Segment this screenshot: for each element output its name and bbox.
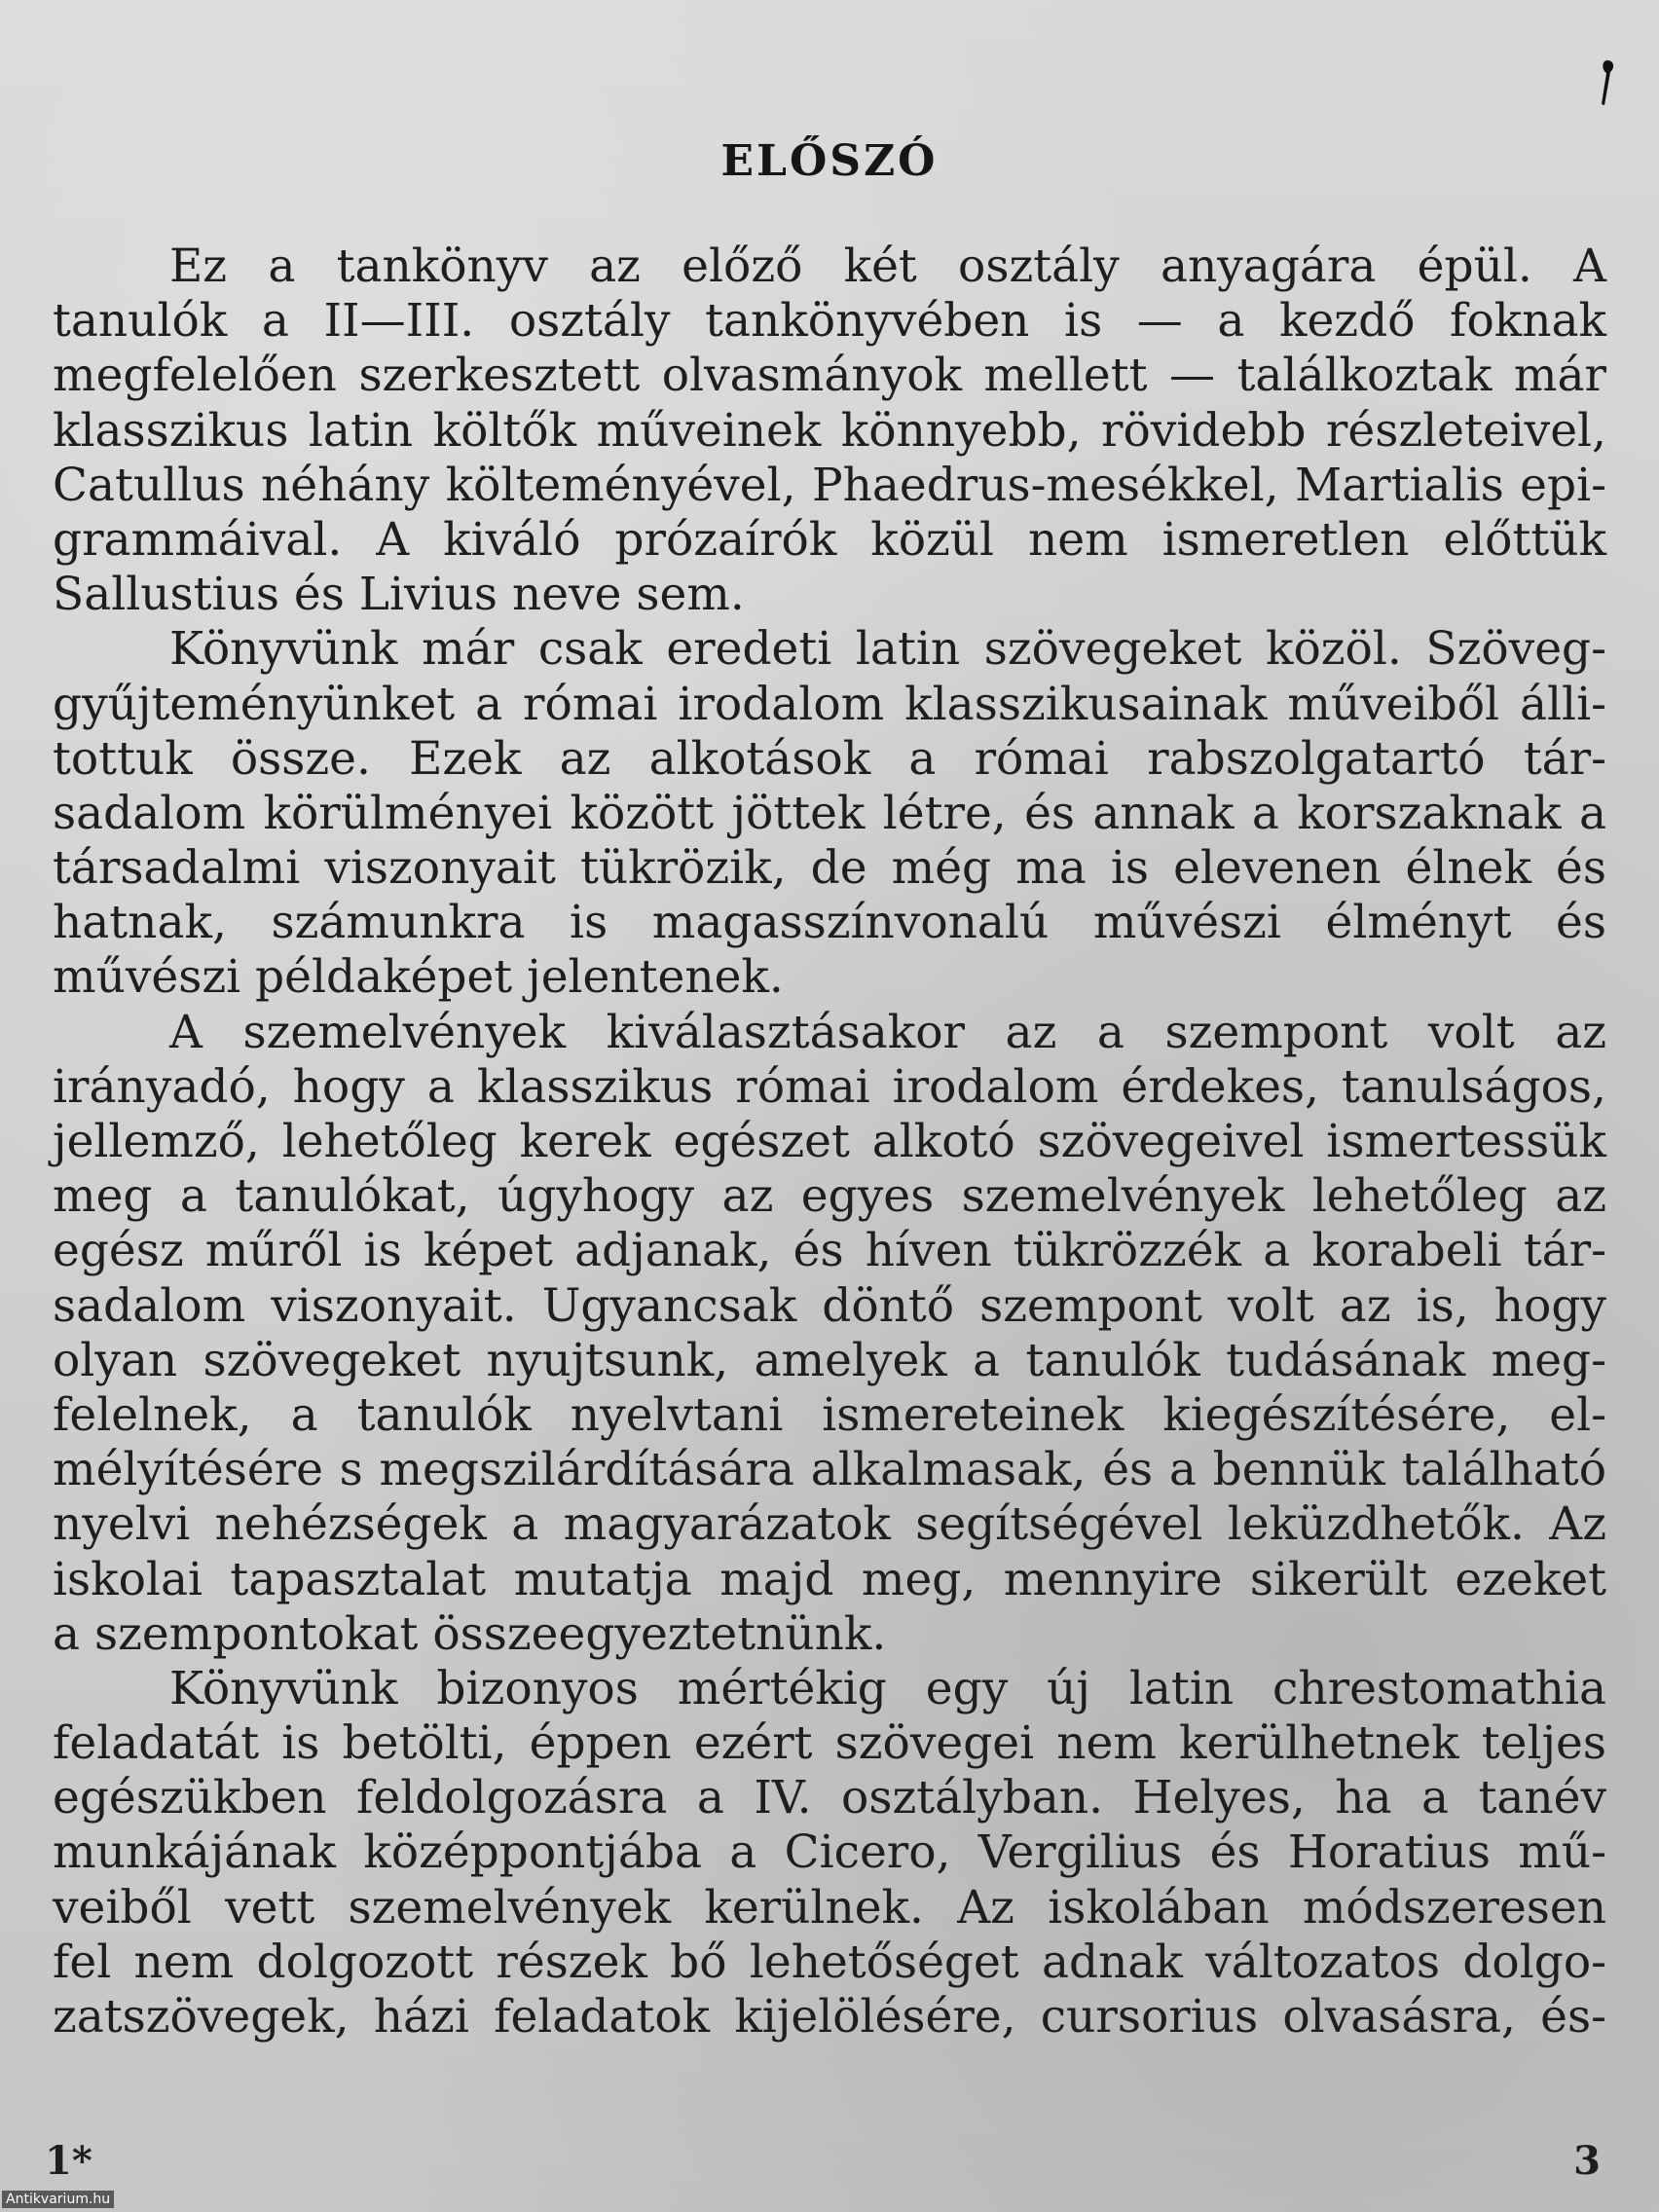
text-line: zatszövegek, házi feladatok kijelölésére, cursorius olvasásra, és- xyxy=(53,1990,1606,2044)
text-line: iskolai tapasztalat mutatja majd meg, mennyire sikerült ezeket xyxy=(53,1552,1606,1606)
page-number: 3 xyxy=(1573,2138,1601,2184)
text-line: egész műről is képet adjanak, és híven tükrözzék a korabeli tár- xyxy=(53,1224,1606,1278)
text-line: Ez a tankönyv az előző két osztály anyagára épül. A xyxy=(169,240,1606,293)
text-line: sadalom körülményei között jöttek létre, és annak a korszaknak a xyxy=(53,786,1606,840)
text-line: munkájának középpontjába a Cicero, Vergilius és Horatius mű- xyxy=(53,1825,1606,1880)
text-line: feladatát is betölti, éppen ezért szövegei nem kerülhetnek teljes xyxy=(53,1716,1606,1771)
preface-text xyxy=(53,240,1606,2045)
text-line: meg a tanulókat, úgyhogy az egyes szemelvények lehetőleg az xyxy=(53,1169,1606,1224)
text-line: A szemelvények kiválasztásakor az a szempont volt az xyxy=(169,1005,1606,1059)
text-line: olyan szövegeket nyujtsunk, amelyek a tanulók tudásának meg- xyxy=(53,1333,1606,1387)
signature-mark: 1* xyxy=(45,2138,92,2184)
text-line: Könyvünk bizonyos mértékig egy új latin chrestomathia xyxy=(169,1661,1606,1715)
text-line: fel nem dolgozott részek bő lehetőséget adnak változatos dolgo- xyxy=(53,1935,1606,1989)
text-line: nyelvi nehézségek a magyarázatok segítségével leküzdhetők. Az xyxy=(53,1497,1606,1552)
text-line: hatnak, számunkra is magasszínvonalú művészi élményt és xyxy=(53,896,1606,950)
text-line: egészükben feldolgozásra a IV. osztályban. Helyes, ha a tanév xyxy=(53,1771,1606,1825)
text-line: tanulók a II—III. osztály tankönyvében is — a kezdő foknak xyxy=(53,294,1606,349)
text-line: felelnek, a tanulók nyelvtani ismereteinek kiegészítésére, el- xyxy=(53,1387,1606,1442)
text-line: a szempontokat összeegyeztetnünk. xyxy=(53,1606,887,1661)
text-line: Könyvünk már csak eredeti latin szövegeket közöl. Szöveg- xyxy=(169,622,1606,677)
text-line: társadalmi viszonyait tükrözik, de még ma is elevenen élnek és xyxy=(53,841,1606,896)
text-line: veiből vett szemelvények kerülnek. Az iskolában módszeresen xyxy=(53,1880,1606,1935)
text-line: sadalom viszonyait. Ugyancsak döntő szempont volt az is, hogy xyxy=(53,1278,1606,1333)
text-line: mélyítésére s megszilárdítására alkalmasak, és a bennük található xyxy=(53,1443,1606,1497)
text-line: művészi példaképet jelentenek. xyxy=(53,950,784,1005)
watermark: Antikvarium.hu xyxy=(2,2191,114,2208)
text-line: irányadó, hogy a klasszikus római irodalom érdekes, tanulságos, xyxy=(53,1059,1606,1114)
text-line: jellemző, lehetőleg kerek egészet alkotó szövegeivel ismertessük xyxy=(53,1115,1606,1168)
text-line: Catullus néhány költeményével, Phaedrus-mesékkel, Martialis epi- xyxy=(53,458,1606,512)
text-line: Sallustius és Livius neve sem. xyxy=(53,568,745,622)
text-line: gyűjteményünket a római irodalom klasszikusainak műveiből álli- xyxy=(53,677,1606,731)
page-title: ELŐSZÓ xyxy=(720,136,939,186)
text-line: tottuk össze. Ezek az alkotások a római rabszolgatartó tár- xyxy=(53,731,1606,786)
text-line: megfelelően szerkesztett olvasmányok mellett — találkoztak már xyxy=(53,349,1606,403)
text-line: klasszikus latin költők műveinek könnyebb, rövidebb részleteivel, xyxy=(53,403,1606,458)
text-line: grammáival. A kiváló prózaírók közül nem ismeretlen előttük xyxy=(53,512,1606,567)
ink-mark xyxy=(1599,58,1616,109)
